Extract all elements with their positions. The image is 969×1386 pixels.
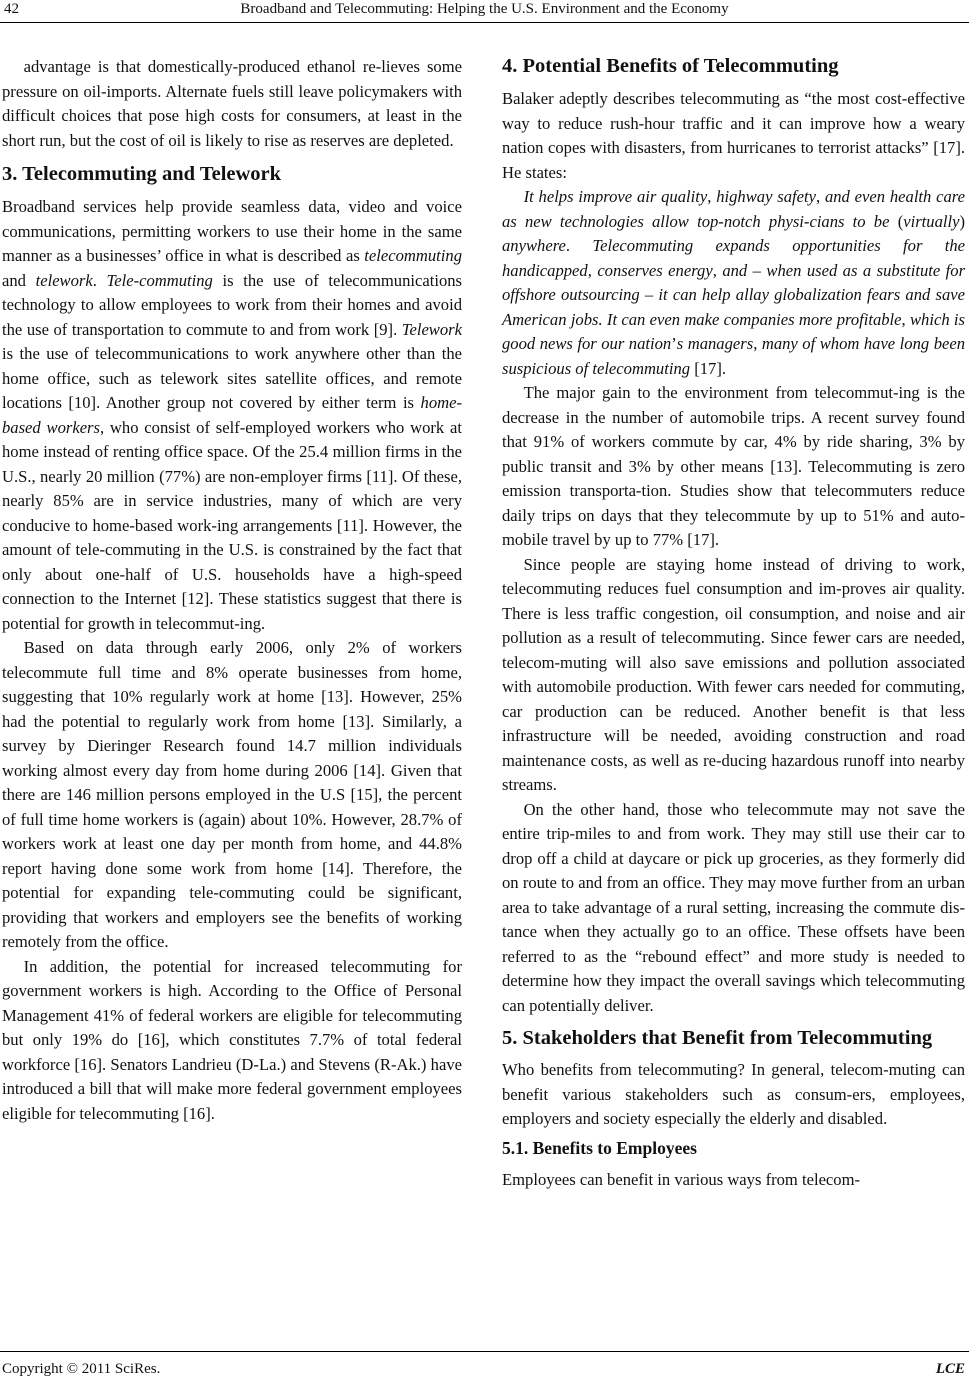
paragraph-employees: Employees can benefit in various ways from telecom-	[502, 1169, 861, 1189]
copyright-text: Copyright © 2011 SciRes.	[2, 1361, 161, 1377]
page-header	[0, 0, 969, 20]
page-number: 42	[4, 1, 19, 17]
running-title: Broadband and Telecommuting: Helping the U.S. Environment and the Economy	[240, 1, 729, 17]
paragraph-rebound-effect: On the other hand, those who telecommute may not save the entire trip-miles to and from work. They may still use their car to drop off a child at daycare or pick up groceries, as they formerly did on route to and from an office. They may move further from an urban area to take advantage of a rural setting, increasing the commute dis-tance when they actually go to an office. These offsets have been referred to as the “rebound effect” and more study is needed to determine how they impact the overall savings which telecommuting can potentially deliver.	[502, 799, 965, 1015]
footer-rule	[0, 1351, 969, 1352]
paragraph-environment-gain: The major gain to the environment from telecommut-ing is the decrease in the number of automobile trips. A recent survey found that 91% of workers commute by car, 4% by ride sharing, 3% by public transit and 3% by other means [13]. Telecommuting is zero emission transporta-tion. Studies show that telecommuters reduce daily trips on days that they telecommute by up to 51% and auto-mobile travel by up to 77% [17].	[502, 383, 965, 549]
paragraph-balaker: Balaker adeptly describes telecommuting as “the most cost-effective way to reduce rush-hour traffic and it can improve how a weary nation copes with disasters, from hurricanes to terrorist attacks” [17]. He states:	[502, 89, 965, 182]
paragraph-work-at-home-data: Based on data through early 2006, only 2% of workers telecommute full time and 8% operate businesses from home, suggesting that 10% regularly work at home [13]. However, 25% had the potential to regularly work from home [13]. Similarly, a survey by Dieringer Research found 14.7 million individuals working almost every day from home during 2006 [14]. Given that there are 146 million persons employed in the U.S [15], the percent of full time home workers is (again) about 10%. However, 28.7% of workers work at least one day per month from home, and 44.8% report having done some work from home [14]. Therefore, the potential for expanding tele-commuting could be significant, providing that workers and employers see the benefits of working remotely from the office.	[2, 638, 462, 951]
page-footer	[2, 1361, 965, 1378]
block-quote: It helps improve air quality, highway safety, and even health care as new technologies allow top-notch physi-cians to be (virtually) anywhere. Telecommuting expands opportunities for the handicapped, conserves energy, and – when used as a substitute for offshore outsourcing – it can help allay globalization fears and save American jobs. It can even make companies more profitable, which is good news for our nation’s managers, many of whom have long been suspicious of telecommuting [17].	[502, 187, 966, 378]
section-5-heading: 5. Stakeholders that Benefit from Telecommuting	[502, 1027, 933, 1049]
paragraph-fuel-consumption: Since people are staying home instead of driving to work, telecommuting reduces fuel consumption and im-proves air quality. There is less traffic congestion, oil consumption, and noise and air pollution as a result of telecommuting. Since fewer cars are needed, telecom-muting will also save emissions and pollution associated with automobile production. With fewer cars needed for commuting, car production can be reduced. Another benefit is that less infrastructure will be needed, avoiding construction and road maintenance costs, as well as re-ducing hazardous runoff into nearby streams.	[502, 554, 965, 794]
paragraph-government-workers: In addition, the potential for increased telecommuting for government workers is high. According to the Office of Personal Management 41% of federal workers are eligible for telecommuting but only 19% do [16], which constitutes 7.7% of total federal workforce [16]. Senators Landrieu (D-La.) and Stevens (R-Ak.) have introduced a bill that will make more federal government employees eligible for telecommuting [16].	[2, 956, 462, 1123]
left-column	[2, 55, 462, 1126]
right-column	[502, 55, 965, 1192]
header-rule	[0, 22, 969, 23]
section-4-heading: 4. Potential Benefits of Telecommuting	[502, 55, 839, 77]
paragraph-continued: advantage is that domestically-produced ethanol re-lieves some pressure on oil-imports. Alternate fuels still leave policymakers with difficult choices that pose high costs for consumers, at least in the short run, but the cost of oil is likely to rise as reserves are depleted.	[2, 57, 462, 150]
journal-abbrev: LCE	[935, 1361, 965, 1377]
section-5-1-heading: 5.1. Benefits to Employees	[502, 1137, 697, 1158]
paragraph-telecommuting-definition: Broadband services help provide seamless data, video and voice communications, permitting workers to use their home in the same manner as a businesses’ office in what is described as telecommuting and telework. Tele-commuting is the use of telecommunications technology to allow employees to work from their homes and avoid the use of transportation to commute to and from work [9]. Telework is the use of telecommunications to work anywhere other than the home office, such as telework sites satellite offices, and remote locations [10]. Another group not covered by either term is home-based workers, who consist of self-employed workers who work at home instead of renting office space. Of the 25.4 million firms in the U.S., nearly 20 million (77%) are non-employer firms [11]. Of these, nearly 85% are in service industries, many of which are very conducive to home-based work-ing arrangements [11]. However, the amount of tele-commuting in the U.S. is constrained by the fact that only about one-half of U.S. households have a high-speed connection to the Internet [12]. These statistics suggest that there is potential for growth in telecommut-ing.	[2, 197, 462, 633]
section-3-heading: 3. Telecommuting and Telework	[2, 163, 282, 185]
paragraph-stakeholders: Who benefits from telecommuting? In general, telecom-muting can benefit various stakeholders such as consum-ers, employees, employers and society especially the elderly and disabled.	[502, 1060, 965, 1128]
